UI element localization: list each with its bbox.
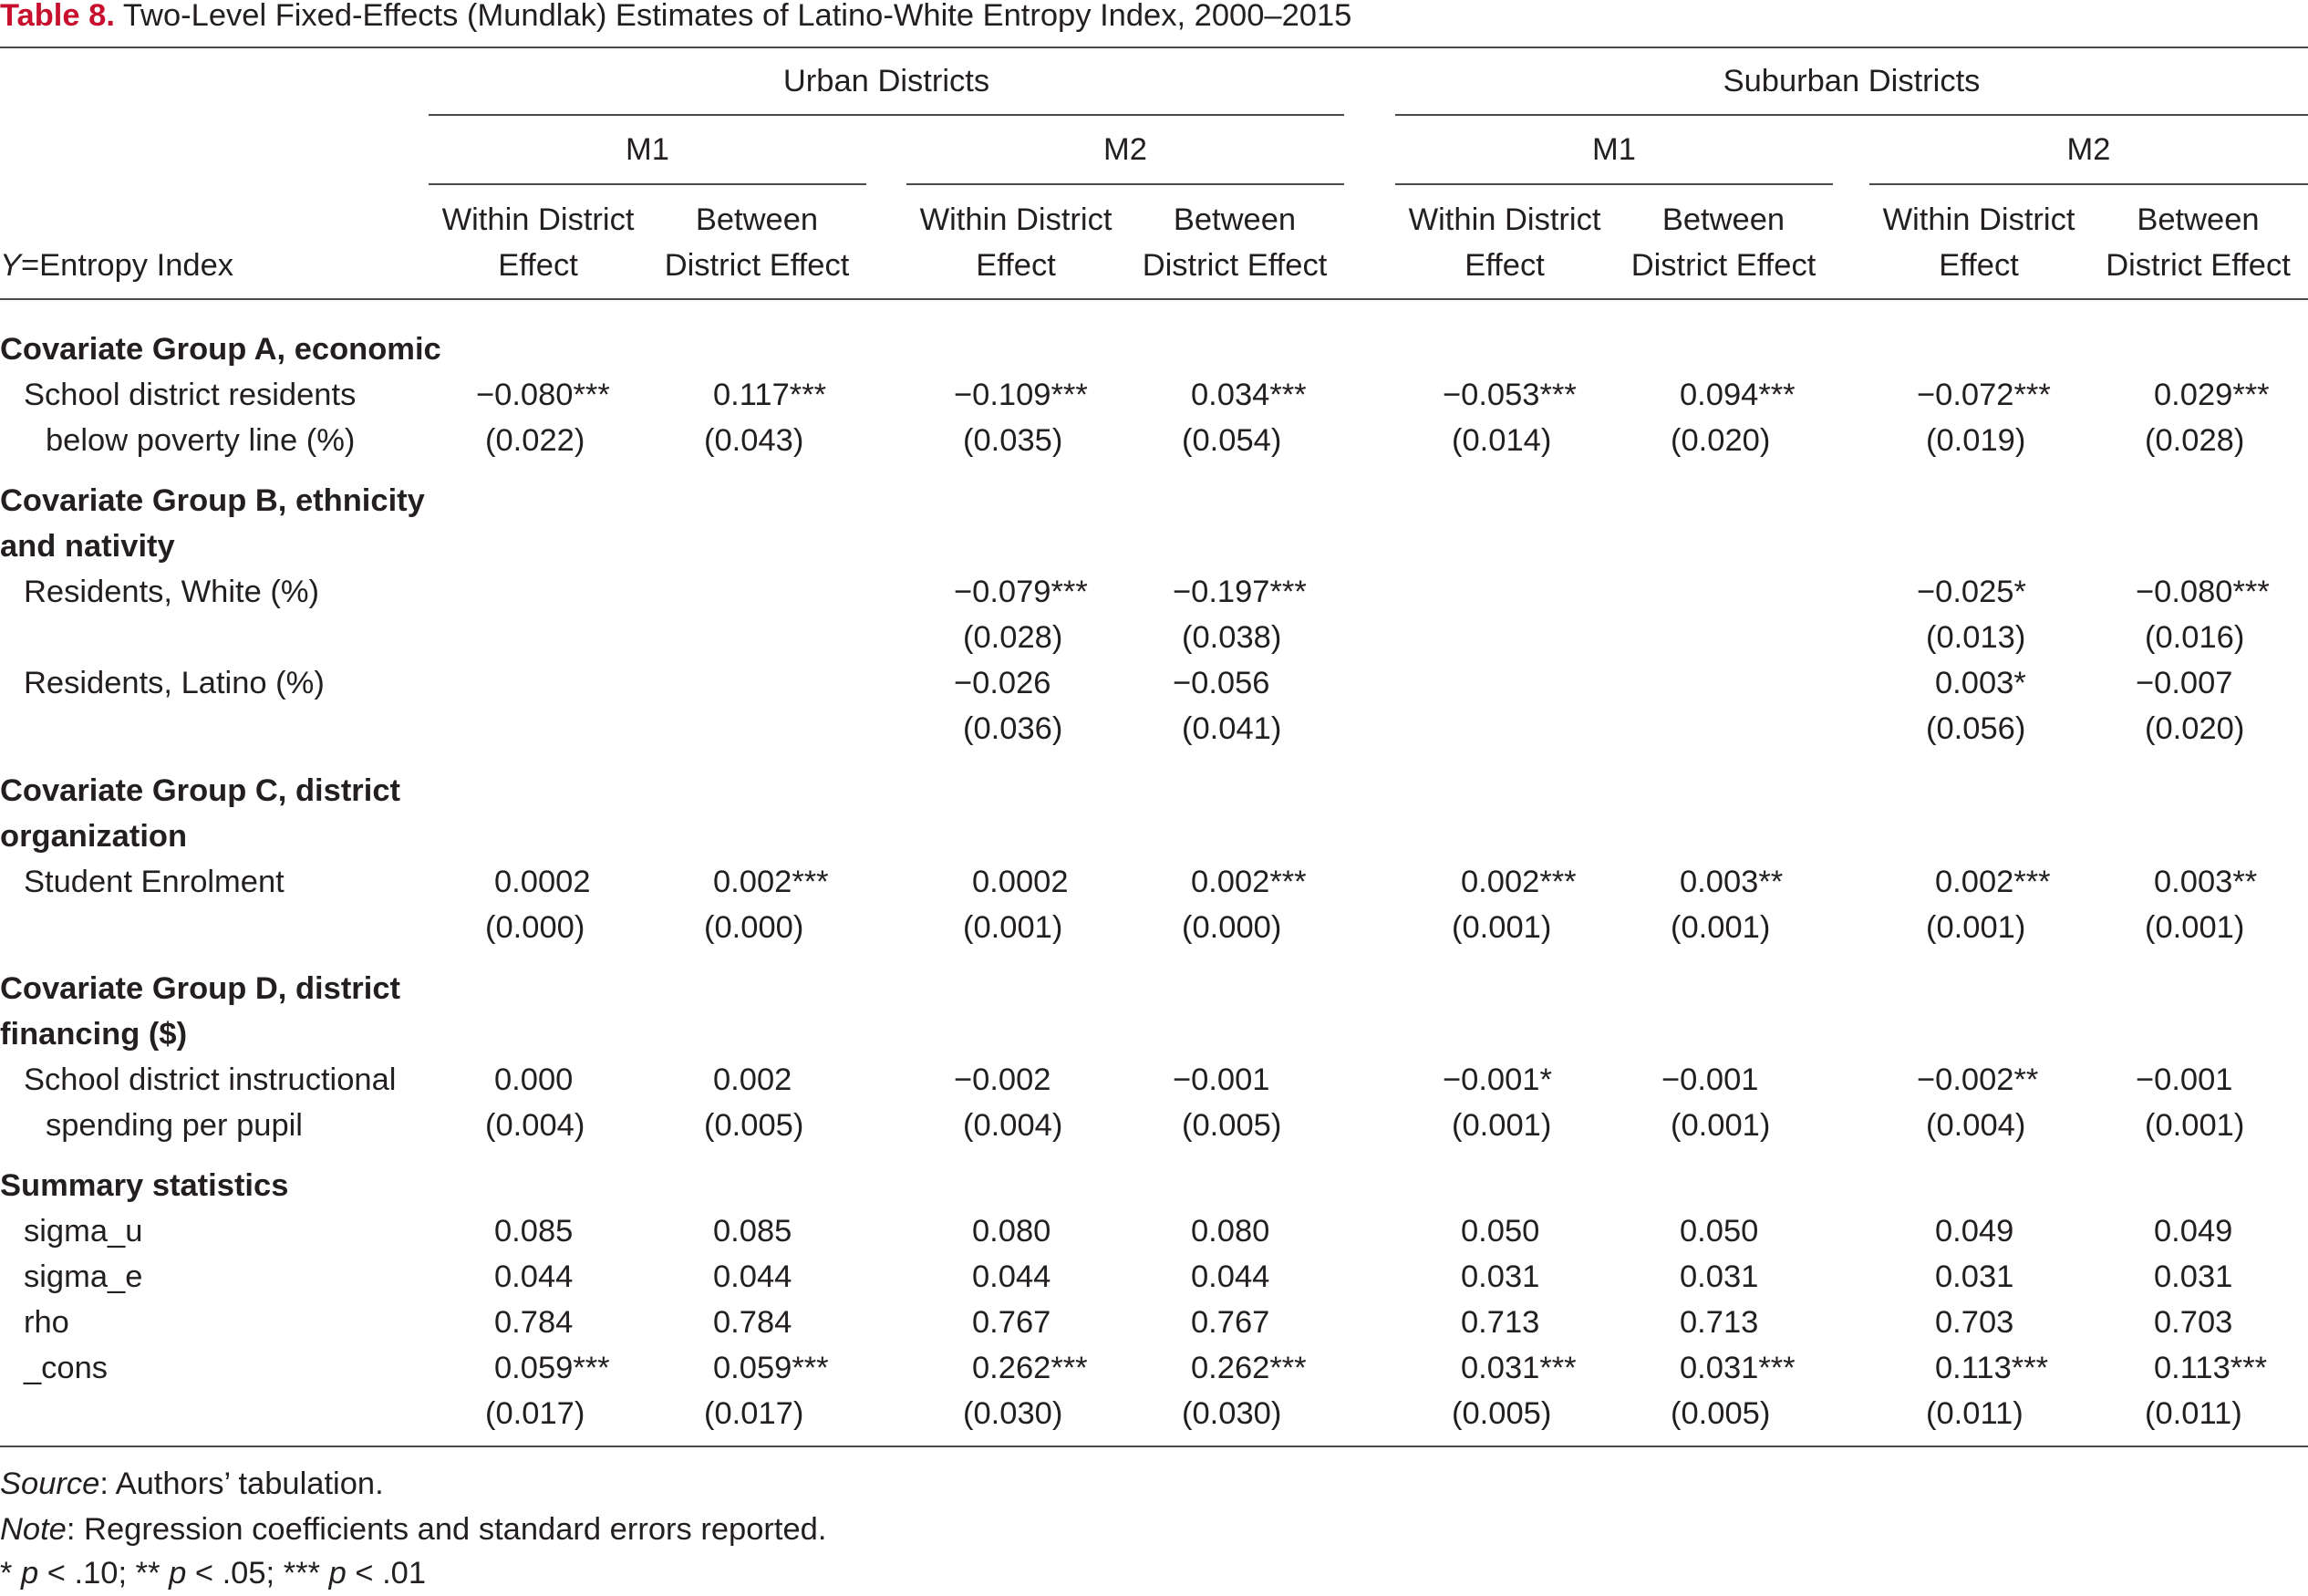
table-cell: (0.005) xyxy=(1452,1396,1552,1431)
group-b-heading xyxy=(0,478,425,569)
table-cell: 0.000 xyxy=(494,1062,574,1097)
table-cell: (0.035) xyxy=(963,423,1063,458)
table-cell: (0.004) xyxy=(485,1108,585,1143)
table-cell: 0.094*** xyxy=(1680,378,1796,412)
header-suburban-m2: M2 xyxy=(2066,132,2111,167)
table-cell: (0.005) xyxy=(1182,1108,1282,1143)
table-cell: (0.000) xyxy=(704,910,804,945)
table-cell: 0.085 xyxy=(494,1214,574,1249)
table-cell: (0.054) xyxy=(1182,423,1282,458)
group-c-line1: Covariate Group C, district xyxy=(0,773,400,808)
table-cell: −0.080*** xyxy=(2136,575,2270,609)
table-cell: (0.038) xyxy=(1182,620,1282,655)
col-label-line2: Effect xyxy=(498,248,578,283)
col-label-line1: Within District xyxy=(1882,202,2075,237)
urban-m2-rule xyxy=(906,183,1344,185)
table-cell: (0.014) xyxy=(1452,423,1552,458)
table-cell: (0.019) xyxy=(1926,423,2026,458)
table-cell: 0.085 xyxy=(713,1214,792,1249)
table-cell: −0.001 xyxy=(1661,1062,1759,1097)
y-label-variable: Y xyxy=(0,248,22,283)
table-cell: −0.079*** xyxy=(954,575,1088,609)
urban-m1-rule xyxy=(429,183,866,185)
table-cell: −0.080*** xyxy=(476,378,610,412)
col-label-line1: Between xyxy=(2137,202,2260,237)
y-label-text: =Entropy Index xyxy=(21,248,234,283)
sig-text: * xyxy=(0,1556,22,1591)
table-cell: (0.005) xyxy=(704,1108,804,1143)
table-cell: (0.041) xyxy=(1182,711,1282,746)
col-label-within xyxy=(429,197,647,288)
table-cell: 0.080 xyxy=(972,1214,1051,1249)
col-label-line2: Effect xyxy=(1939,248,2019,283)
table-cell: (0.030) xyxy=(963,1396,1063,1431)
table-cell: (0.001) xyxy=(1452,1108,1552,1143)
table-cell: (0.020) xyxy=(2145,711,2245,746)
table-cell: (0.004) xyxy=(963,1108,1063,1143)
col-label-line1: Between xyxy=(695,202,819,237)
table-number: Table 8. xyxy=(0,0,115,33)
table-cell: (0.001) xyxy=(2145,910,2245,945)
y-label xyxy=(0,243,233,288)
table-cell: 0.262*** xyxy=(1191,1351,1307,1385)
table-cell: 0.003** xyxy=(2154,865,2258,899)
sig-text: < .10; ** xyxy=(38,1556,170,1591)
col-label-within xyxy=(1869,197,2088,288)
table-cell: 0.080 xyxy=(1191,1214,1270,1249)
table-cell: 0.044 xyxy=(494,1259,574,1294)
group-b-line1: Covariate Group B, ethnicity xyxy=(0,483,425,518)
col-label-between xyxy=(647,197,866,288)
table-cell: (0.001) xyxy=(1926,910,2026,945)
table-cell: 0.002 xyxy=(713,1062,792,1097)
group-b-line2: and nativity xyxy=(0,529,175,564)
table-cell: (0.000) xyxy=(485,910,585,945)
source-text: : Authors’ tabulation. xyxy=(99,1466,384,1501)
table-cell: 0.029*** xyxy=(2154,378,2270,412)
col-label-line2: Effect xyxy=(1464,248,1545,283)
col-label-between xyxy=(1125,197,1344,288)
table-cell: −0.053*** xyxy=(1443,378,1577,412)
table-cell: 0.113*** xyxy=(1935,1351,2049,1385)
col-label-between xyxy=(2088,197,2308,288)
col-label-line2: District Effect xyxy=(2106,248,2291,283)
note-text: : Regression coefficients and standard errors reported. xyxy=(66,1512,827,1547)
row-label: rho xyxy=(24,1305,69,1340)
table-cell: 0.044 xyxy=(972,1259,1051,1294)
col-label-within xyxy=(1395,197,1614,288)
table-cell: 0.113*** xyxy=(2154,1351,2268,1385)
suburban-rule xyxy=(1395,114,2308,116)
row-label: Residents, White (%) xyxy=(24,575,320,609)
table-cell: (0.011) xyxy=(2145,1396,2242,1431)
table-cell: 0.034*** xyxy=(1191,378,1307,412)
table-cell: 0.002*** xyxy=(713,865,829,899)
group-d-line2: financing ($) xyxy=(0,1017,188,1052)
group-d-line1: Covariate Group D, district xyxy=(0,971,400,1006)
table-cell: 0.713 xyxy=(1680,1305,1759,1340)
suburban-m2-rule xyxy=(1869,183,2308,185)
table-cell: −0.002 xyxy=(954,1062,1051,1097)
sig-p: p xyxy=(169,1556,187,1591)
table-cell: 0.049 xyxy=(1935,1214,2014,1249)
header-bottom-rule xyxy=(0,298,2308,300)
table-cell: −0.001 xyxy=(2136,1062,2233,1097)
table-cell: 0.031 xyxy=(1680,1259,1759,1294)
col-label-line2: District Effect xyxy=(1630,248,1816,283)
table-cell: 0.262*** xyxy=(972,1351,1088,1385)
table-cell: (0.028) xyxy=(963,620,1063,655)
table-cell: 0.050 xyxy=(1461,1214,1540,1249)
table-cell: 0.044 xyxy=(1191,1259,1270,1294)
table-caption xyxy=(0,0,1351,31)
table-cell: 0.784 xyxy=(713,1305,792,1340)
row-label: sigma_e xyxy=(24,1259,143,1294)
table-cell: 0.784 xyxy=(494,1305,574,1340)
top-rule xyxy=(0,47,2308,48)
table-cell: 0.050 xyxy=(1680,1214,1759,1249)
table-cell: −0.001 xyxy=(1173,1062,1270,1097)
row-label: sigma_u xyxy=(24,1214,143,1249)
table-cell: (0.001) xyxy=(1671,910,1771,945)
table-cell: −0.197*** xyxy=(1173,575,1307,609)
table-cell: 0.0002 xyxy=(972,865,1069,899)
table-cell: (0.005) xyxy=(1671,1396,1771,1431)
table-cell: 0.031*** xyxy=(1680,1351,1796,1385)
col-label-line2: District Effect xyxy=(664,248,850,283)
group-c-line2: organization xyxy=(0,819,188,854)
col-label-line1: Within District xyxy=(919,202,1113,237)
header-suburban-districts: Suburban Districts xyxy=(1723,64,1981,98)
table-cell: (0.036) xyxy=(963,711,1063,746)
table-cell: 0.059*** xyxy=(713,1351,829,1385)
table-cell: (0.017) xyxy=(485,1396,585,1431)
table-cell: 0.117*** xyxy=(713,378,827,412)
sig-text: < .05; *** xyxy=(186,1556,329,1591)
group-d-heading xyxy=(0,966,400,1057)
row-label: below poverty line (%) xyxy=(46,423,356,458)
col-label-line2: Effect xyxy=(976,248,1056,283)
table-cell: −0.109*** xyxy=(954,378,1088,412)
table-cell: (0.028) xyxy=(2145,423,2245,458)
source-note xyxy=(0,1461,384,1507)
table-cell: (0.017) xyxy=(704,1396,804,1431)
table-cell: (0.056) xyxy=(1926,711,2026,746)
row-label: Residents, Latino (%) xyxy=(24,666,325,700)
col-label-line2: District Effect xyxy=(1142,248,1328,283)
table-cell: −0.007 xyxy=(2136,666,2233,700)
group-c-heading xyxy=(0,768,400,859)
table-cell: −0.026 xyxy=(954,666,1051,700)
table-cell: 0.059*** xyxy=(494,1351,610,1385)
suburban-m1-rule xyxy=(1395,183,1833,185)
table-cell: 0.031 xyxy=(1935,1259,2014,1294)
summary-heading: Summary statistics xyxy=(0,1168,289,1203)
col-label-line1: Between xyxy=(1173,202,1297,237)
table-cell: 0.703 xyxy=(2154,1305,2233,1340)
table-cell: 0.767 xyxy=(972,1305,1051,1340)
table-cell: 0.002*** xyxy=(1935,865,2051,899)
table-cell: (0.000) xyxy=(1182,910,1282,945)
table-cell: 0.767 xyxy=(1191,1305,1270,1340)
table-cell: (0.030) xyxy=(1182,1396,1282,1431)
col-label-line1: Within District xyxy=(1408,202,1601,237)
header-urban-m2: M2 xyxy=(1103,132,1147,167)
row-label: Student Enrolment xyxy=(24,865,285,899)
table-cell: (0.020) xyxy=(1671,423,1771,458)
col-label-line1: Within District xyxy=(441,202,635,237)
table-cell: (0.001) xyxy=(963,910,1063,945)
group-a-heading: Covariate Group A, economic xyxy=(0,332,441,367)
sig-text: < .01 xyxy=(346,1556,427,1591)
header-urban-m1: M1 xyxy=(626,132,669,167)
table-cell: 0.031 xyxy=(2154,1259,2233,1294)
table-cell: (0.013) xyxy=(1926,620,2026,655)
sig-p: p xyxy=(328,1556,347,1591)
table-cell: 0.003* xyxy=(1935,666,2026,700)
row-label: School district residents xyxy=(24,378,357,412)
table-cell: 0.044 xyxy=(713,1259,792,1294)
urban-rule xyxy=(429,114,1344,116)
col-label-line1: Between xyxy=(1661,202,1785,237)
header-suburban-m1: M1 xyxy=(1592,132,1636,167)
table-cell: −0.056 xyxy=(1173,666,1270,700)
table-cell: 0.713 xyxy=(1461,1305,1540,1340)
table-cell: 0.002*** xyxy=(1461,865,1577,899)
table-cell: (0.043) xyxy=(704,423,804,458)
table-cell: (0.001) xyxy=(1452,910,1552,945)
table-title: Two-Level Fixed-Effects (Mundlak) Estimates of Latino-White Entropy Index, 2000–2015 xyxy=(122,0,1352,33)
table-cell: −0.001* xyxy=(1443,1062,1552,1097)
header-urban-districts: Urban Districts xyxy=(782,64,990,98)
table-cell: (0.022) xyxy=(485,423,585,458)
col-label-within xyxy=(906,197,1125,288)
table-cell: (0.001) xyxy=(1671,1108,1771,1143)
note xyxy=(0,1507,826,1552)
table-cell: 0.0002 xyxy=(494,865,591,899)
note-label: Note xyxy=(0,1512,67,1547)
source-label: Source xyxy=(0,1466,100,1501)
table-cell: (0.011) xyxy=(1926,1396,2023,1431)
table-cell: 0.031*** xyxy=(1461,1351,1577,1385)
table-cell: (0.016) xyxy=(2145,620,2245,655)
table-cell: 0.002*** xyxy=(1191,865,1307,899)
row-label: spending per pupil xyxy=(46,1108,303,1143)
table-cell: 0.703 xyxy=(1935,1305,2014,1340)
table-cell: 0.049 xyxy=(2154,1214,2233,1249)
bottom-rule xyxy=(0,1446,2308,1447)
table-cell: −0.072*** xyxy=(1917,378,2051,412)
row-label: School district instructional xyxy=(24,1062,397,1097)
table-cell: 0.031 xyxy=(1461,1259,1540,1294)
table-cell: −0.025* xyxy=(1917,575,2026,609)
col-label-between xyxy=(1614,197,1833,288)
table-cell: 0.003** xyxy=(1680,865,1784,899)
sig-p: p xyxy=(21,1556,39,1591)
table-cell: (0.001) xyxy=(2145,1108,2245,1143)
table-cell: (0.004) xyxy=(1926,1108,2026,1143)
row-label: _cons xyxy=(24,1351,109,1385)
table-cell: −0.002** xyxy=(1917,1062,2039,1097)
